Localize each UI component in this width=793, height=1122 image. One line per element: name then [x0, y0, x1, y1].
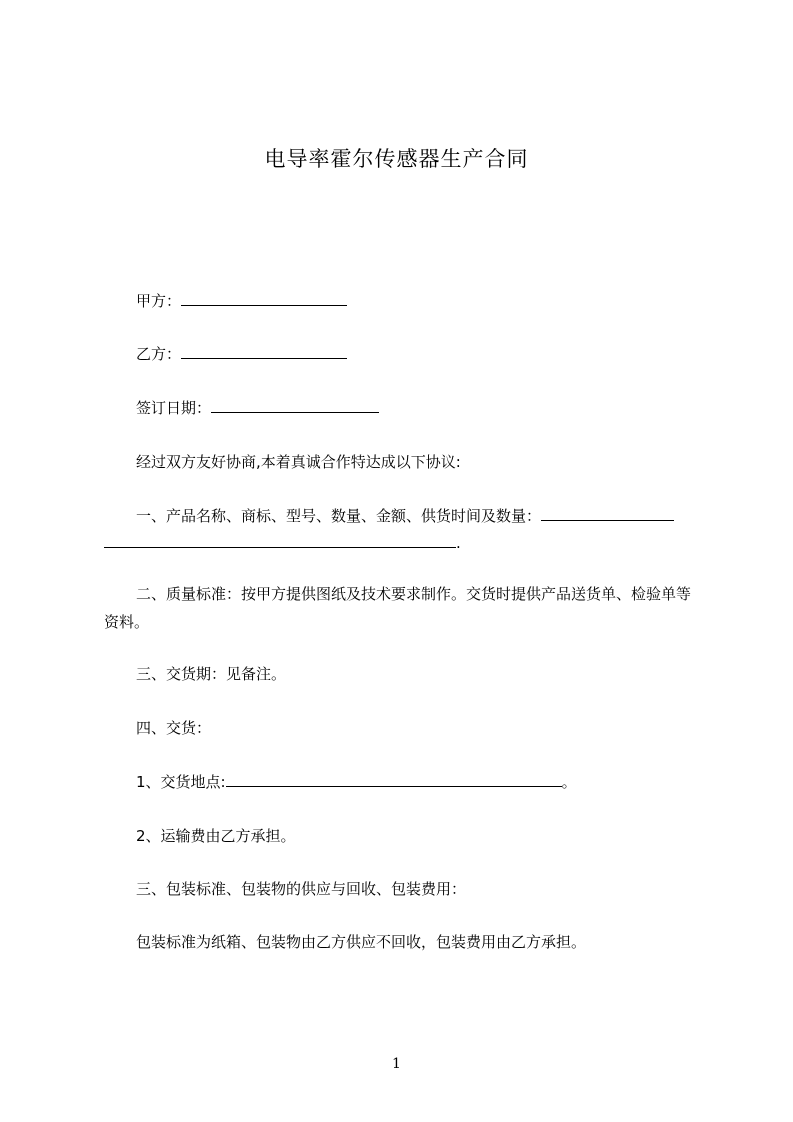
packaging-paragraph: 包装标准为纸箱、包装物由乙方供应不回收，包装费用由乙方承担。	[136, 933, 587, 951]
party-b-blank[interactable]	[181, 344, 347, 359]
delivery-place-label: 1、交货地点:	[136, 773, 226, 791]
clause1-blank-1[interactable]	[541, 506, 674, 521]
sign-date-label: 签订日期：	[136, 399, 212, 417]
sign-date-line	[136, 398, 379, 418]
clause4-line: 四、交货：	[136, 719, 212, 737]
delivery-place-end: 。	[561, 773, 577, 791]
clause1-line	[136, 506, 674, 526]
party-b-line	[136, 344, 347, 364]
clause1-blank-2[interactable]	[104, 533, 456, 548]
intro-paragraph: 经过双方友好协商,本着真诚合作特达成以下协议:	[136, 453, 461, 471]
clause2-paragraph: 二、质量标准：按甲方提供图纸及技术要求制作。交货时提供产品送货单、检验单等资料。	[104, 585, 692, 631]
sign-date-blank[interactable]	[211, 398, 379, 413]
clause1-line2	[104, 533, 461, 553]
clause1-end: .	[456, 534, 461, 552]
clause1-label: 一、产品名称、商标、型号、数量、金额、供货时间及数量：	[136, 507, 542, 525]
party-a-label: 甲方：	[136, 292, 182, 310]
page-number: 1	[392, 1056, 401, 1072]
contract-title: 电导率霍尔传感器生产合同	[264, 147, 529, 171]
packaging-heading: 三、包装标准、包装物的供应与回收、包装费用：	[136, 880, 467, 898]
party-b-label: 乙方：	[136, 345, 182, 363]
clause3-line: 三、交货期：见备注。	[136, 665, 287, 683]
party-a-blank[interactable]	[181, 291, 347, 306]
party-a-line	[136, 291, 347, 311]
delivery-place-blank[interactable]	[226, 772, 562, 787]
transport-fee-line: 2、运输费由乙方承担。	[136, 827, 296, 845]
delivery-place-line	[136, 772, 577, 792]
